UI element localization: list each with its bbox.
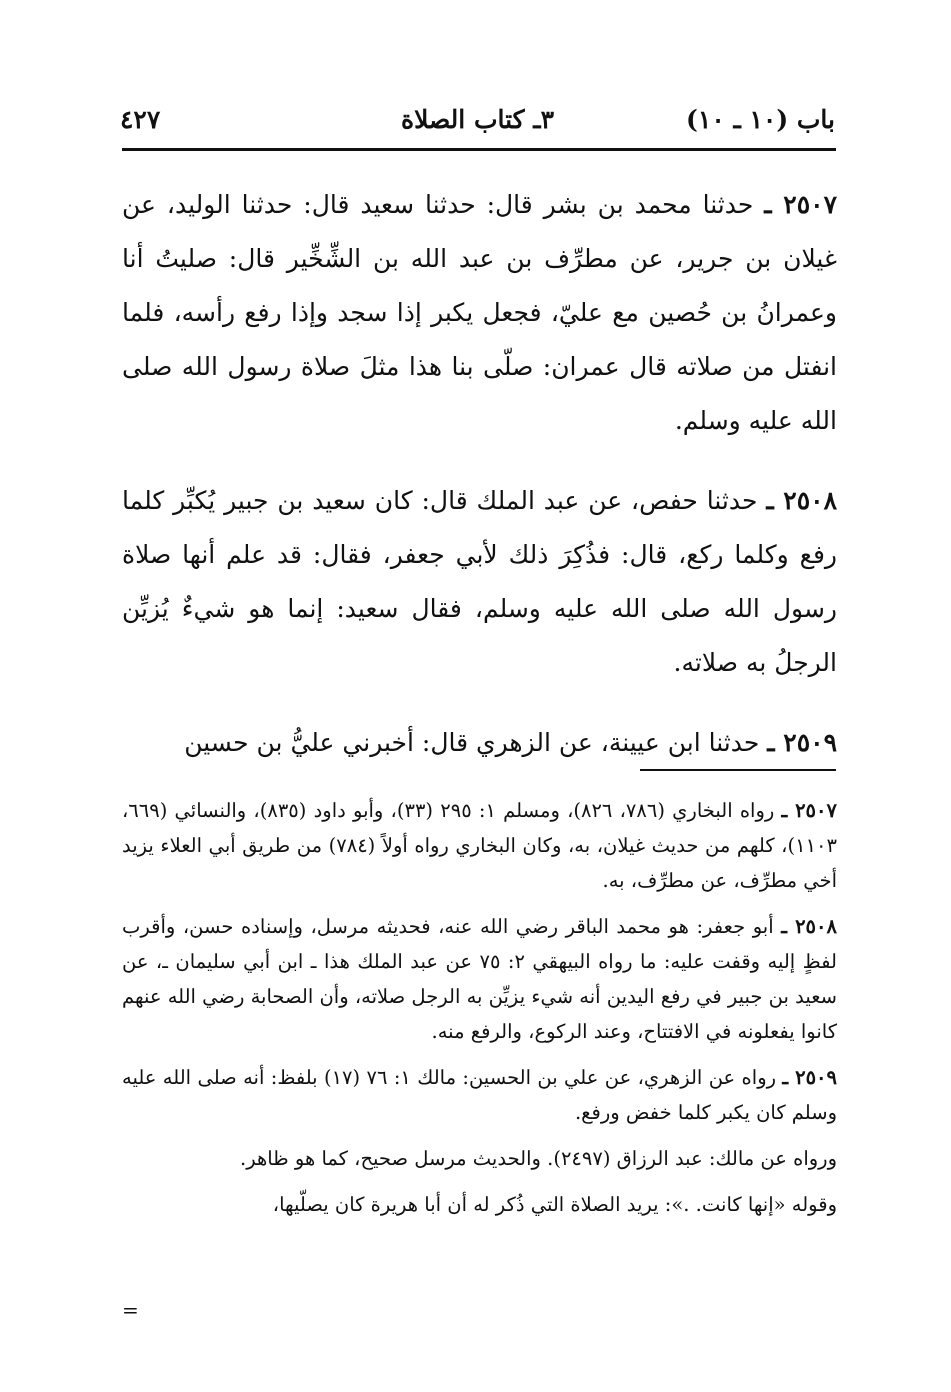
main-text [122, 178, 837, 796]
footnote-2508 [122, 909, 837, 1049]
book-title: ٣ـ كتاب الصلاة [400, 105, 555, 134]
footnote-text: أبو جعفر: هو محمد الباقر رضي الله عنه، فحديثه مرسل، وإسناده حسن، وأقرب لفظٍ إليه وقفت عليه: ما رواه البيهقي ٢: ٧٥ عن عبد الملك هذا ـ ابن أبي سليمان ـ، عن سعيد بن جبير في رفع اليدين أنه شيء يزيِّن به الرجل صلاته، وأن الصحابة رضي الله عنهم كانوا يفعلونه في الافتتاح، وعند الركوع، والرفع منه. [122, 915, 837, 1043]
footnote-number: ٢٥٠٨ ـ [781, 915, 837, 938]
hadith-2509 [122, 716, 837, 770]
running-header [120, 100, 835, 140]
page-number: ٤٢٧ [120, 105, 161, 134]
continuation-mark: = [122, 1298, 139, 1322]
footnote-continuation [122, 1187, 837, 1222]
hadith-number: ٢٥٠٩ ـ [767, 728, 837, 757]
hadith-2507 [122, 178, 837, 448]
footnote-continuation [122, 1141, 837, 1176]
hadith-text: حدثنا محمد بن بشر قال: حدثنا سعيد قال: حدثنا الوليد، عن غيلان بن جرير، عن مطرِّف بن عبد الله بن الشِّخِّير قال: صليتُ أنا وعمرانُ بن حُصين مع عليّ، فجعل يكبر إذا سجد وإذا رفع رأسه، فلما انفتل من صلاته قال عمران: صلّى بنا هذا مثلَ صلاة رسول الله صلى الله عليه وسلم. [122, 190, 837, 435]
chapter-title: باب (١٠ ـ ١٠) [686, 105, 835, 134]
footnote-text: رواه عن الزهري، عن علي بن الحسين: مالك ١: ٧٦ (١٧) بلفظ: أنه صلى الله عليه وسلم كان يكبر كلما خفض ورفع. [122, 1066, 837, 1124]
footnote-text: ورواه عن مالك: عبد الرزاق (٢٤٩٧). والحديث مرسل صحيح، كما هو ظاهر. [240, 1147, 837, 1170]
hadith-text: حدثنا حفص، عن عبد الملك قال: كان سعيد بن جبير يُكبِّر كلما رفع وكلما ركع، قال: فذُكِرَ ذلك لأبي جعفر، فقال: قد علم أنها صلاة رسول الله صلى الله عليه وسلم، فقال سعيد: إنما هو شيءٌ يُزيِّن الرجلُ به صلاته. [122, 486, 837, 677]
footnote-text: وقوله «إنها كانت. .»: يريد الصلاة التي ذُكر له أن أبا هريرة كان يصلّيها، [272, 1193, 837, 1216]
header-divider [122, 148, 836, 151]
footnotes [122, 793, 837, 1233]
footnote-2509 [122, 1060, 837, 1130]
footnote-2507 [122, 793, 837, 898]
hadith-2508 [122, 474, 837, 690]
footnote-divider [640, 769, 836, 771]
hadith-number: ٢٥٠٧ ـ [764, 190, 837, 219]
hadith-number: ٢٥٠٨ ـ [766, 486, 838, 515]
hadith-text: حدثنا ابن عيينة، عن الزهري قال: أخبرني عليُّ بن حسين [184, 728, 760, 757]
footnote-number: ٢٥٠٩ ـ [782, 1066, 837, 1089]
footnote-text: رواه البخاري (٧٨٦، ٨٢٦)، ومسلم ١: ٢٩٥ (٣٣)، وأبو داود (٨٣٥)، والنسائي (٦٦٩، ١١٠٣)، كلهم من حديث غيلان، به، وكان البخاري رواه أولاً (٧٨٤) من طريق أبي العلاء يزيد أخي مطرِّف، عن مطرِّف، به. [122, 799, 837, 892]
footnote-number: ٢٥٠٧ ـ [781, 799, 837, 822]
